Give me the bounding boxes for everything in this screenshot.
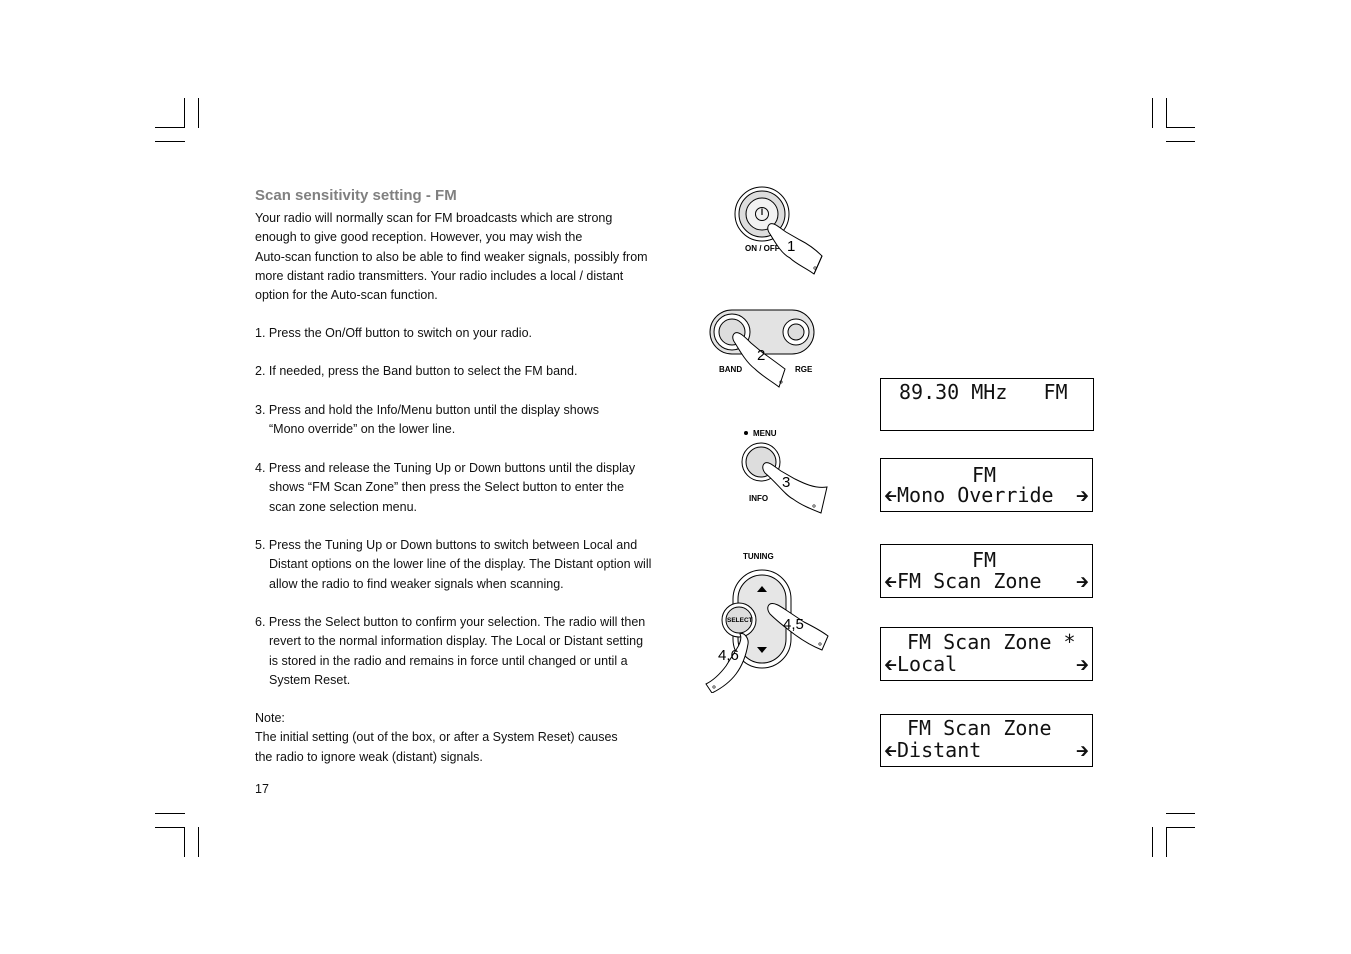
step-2 xyxy=(255,362,577,381)
right-arrow-icon: 🡲 xyxy=(1076,741,1089,760)
left-arrow-icon: 🡰 xyxy=(884,741,897,760)
crop-mark xyxy=(1166,141,1195,142)
pointing-hand-icon xyxy=(763,463,827,513)
page-number: 17 xyxy=(255,782,269,796)
text-line: The initial setting (out of the box, or after a System Reset) causes xyxy=(255,730,618,745)
info-label: INFO xyxy=(749,494,769,503)
text-line: System Reset. xyxy=(269,672,351,687)
info-menu-button-illustration xyxy=(735,425,835,520)
text-line: allow the radio to find weaker signals when scanning. xyxy=(269,576,564,591)
lcd-line-top: FM Scan Zone * xyxy=(907,630,1076,654)
tuning-select-illustration xyxy=(700,548,835,693)
step-4 xyxy=(255,459,635,517)
right-arrow-icon: 🡲 xyxy=(1076,486,1089,505)
lcd-line-bottom: Local xyxy=(897,652,958,676)
text-line: revert to the normal information display. The Local or Distant setting xyxy=(269,634,644,649)
crop-mark xyxy=(198,98,199,128)
section-heading: Scan sensitivity setting - FM xyxy=(255,187,457,204)
lcd-line-bottom: FM Scan Zone xyxy=(897,569,1042,593)
lcd-display-local xyxy=(880,627,1093,681)
lcd-display-distant xyxy=(880,714,1093,767)
text-line: 1. Press the On/Off button to switch on your radio. xyxy=(255,326,532,340)
text-line: Distant options on the lower line of the display. The Distant option will xyxy=(269,557,652,572)
crop-mark xyxy=(184,98,185,128)
menu-label: MENU xyxy=(753,429,777,438)
intro-paragraph xyxy=(255,209,648,305)
step-number: 4,5 xyxy=(783,616,804,633)
note-label: Note: xyxy=(255,711,285,725)
step-number: 1 xyxy=(787,238,796,255)
text-line: option for the Auto-scan function. xyxy=(255,288,438,303)
lcd-display-frequency xyxy=(880,378,1094,431)
text-line: 5. Press the Tuning Up or Down buttons to switch between Local and xyxy=(255,538,638,552)
step-number: 2 xyxy=(757,347,766,364)
text-line: shows “FM Scan Zone” then press the Select button to enter the xyxy=(269,480,625,495)
charge-label: RGE xyxy=(795,365,813,374)
text-line: more distant radio transmitters. Your radio includes a local / distant xyxy=(255,268,624,283)
crop-mark xyxy=(198,827,199,857)
text-line: the radio to ignore weak (distant) signals. xyxy=(255,749,483,764)
lcd-line-top: FM xyxy=(972,548,997,572)
lcd-line-bottom: Mono Override xyxy=(897,483,1054,507)
lcd-line-top: FM Scan Zone xyxy=(907,716,1052,740)
text-line: is stored in the radio and remains in force until changed or until a xyxy=(269,653,628,668)
lcd-line-top: 89.30 MHz FM xyxy=(899,380,1068,404)
text-line: “Mono override” on the lower line. xyxy=(269,422,456,437)
lcd-line-top: FM xyxy=(972,463,997,487)
crop-mark xyxy=(1166,827,1167,857)
crop-mark xyxy=(1166,827,1195,828)
right-arrow-icon: 🡲 xyxy=(1076,572,1089,591)
text-line: Your radio will normally scan for FM broadcasts which are strong xyxy=(255,211,613,225)
select-label: SELECT xyxy=(727,617,753,624)
lcd-line-bottom: Distant xyxy=(897,738,982,762)
left-arrow-icon: 🡰 xyxy=(884,572,897,591)
crop-mark xyxy=(155,813,185,814)
crop-mark xyxy=(1166,98,1167,128)
text-line: enough to give good reception. However, you may wish the xyxy=(255,230,583,245)
text-line: Auto-scan function to also be able to find weaker signals, possibly from xyxy=(255,249,648,264)
step-6 xyxy=(255,613,645,690)
left-arrow-icon: 🡰 xyxy=(884,486,897,505)
step-5 xyxy=(255,536,651,594)
step-number: 3 xyxy=(782,474,791,491)
crop-mark xyxy=(1166,127,1195,128)
text-line: scan zone selection menu. xyxy=(269,499,418,514)
note xyxy=(255,709,618,767)
step-number: 4,6 xyxy=(718,647,739,664)
step-1 xyxy=(255,324,532,343)
right-arrow-icon: 🡲 xyxy=(1076,655,1089,674)
text-line: 3. Press and hold the Info/Menu button until the display shows xyxy=(255,403,599,417)
onoff-button-illustration xyxy=(730,182,830,277)
crop-mark xyxy=(184,827,185,857)
text-line: 4. Press and release the Tuning Up or Down buttons until the display xyxy=(255,461,636,475)
text-line: 6. Press the Select button to confirm your selection. The radio will then xyxy=(255,615,646,629)
onoff-label: ON / OFF xyxy=(745,244,780,253)
lcd-display-mono-override xyxy=(880,458,1093,512)
crop-mark xyxy=(1152,827,1153,857)
step-3 xyxy=(255,401,599,440)
crop-mark xyxy=(155,127,185,128)
band-label: BAND xyxy=(719,365,743,374)
text-line: 2. If needed, press the Band button to select the FM band. xyxy=(255,364,578,378)
tuning-label: TUNING xyxy=(743,552,774,561)
left-arrow-icon: 🡰 xyxy=(884,655,897,674)
crop-mark xyxy=(155,141,185,142)
lcd-display-scan-zone-menu xyxy=(880,544,1093,598)
crop-mark xyxy=(1166,813,1195,814)
crop-mark xyxy=(1152,98,1153,128)
crop-mark xyxy=(155,827,185,828)
band-button-illustration xyxy=(705,305,820,390)
